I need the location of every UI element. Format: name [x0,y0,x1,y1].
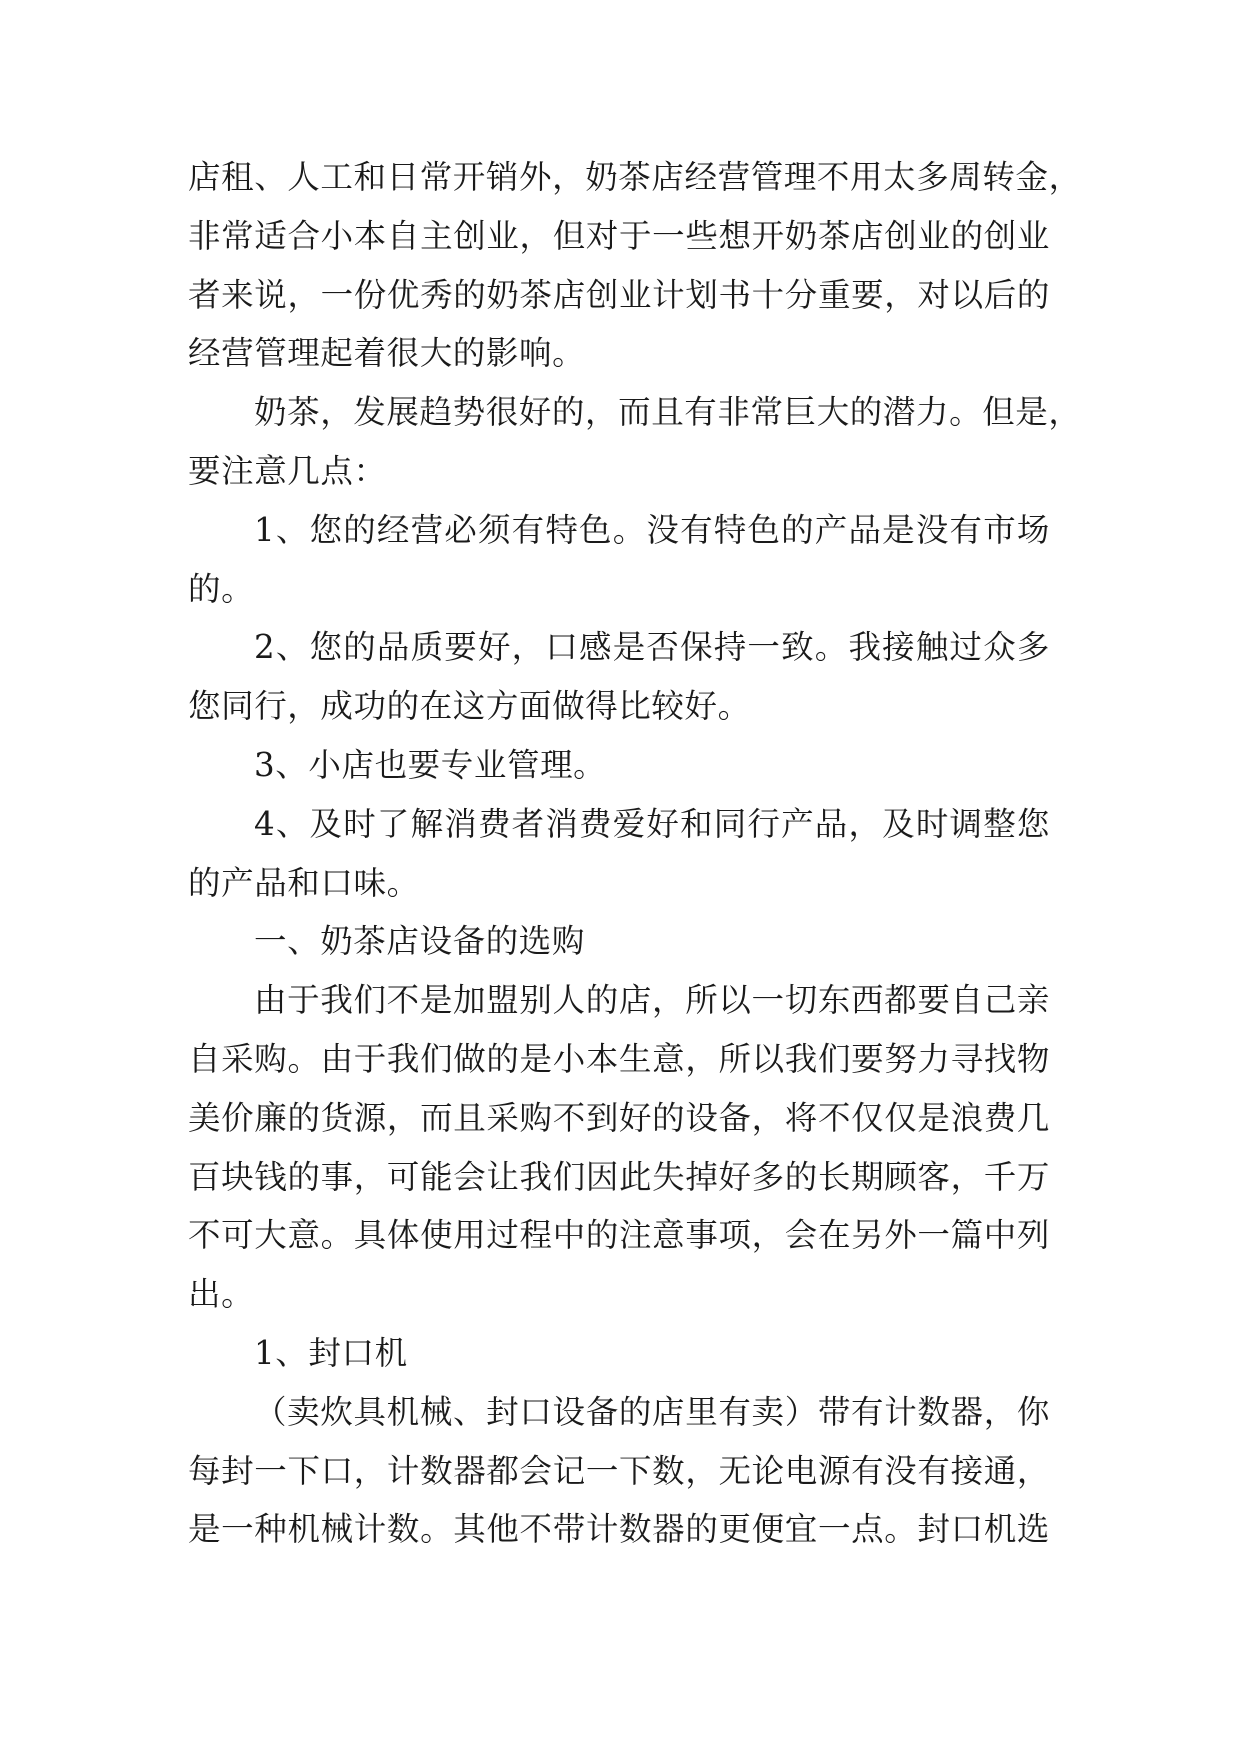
text-line: 要注意几点： [188,451,387,490]
text-line: 的产品和口味。 [188,863,420,902]
text-line: 的。 [188,569,255,608]
section-heading [188,912,1050,971]
text-line: 2、您的品质要好，口感是否保持一致。我接触过众多 [254,628,1050,667]
text-line: 出。 [188,1275,255,1314]
text-line: 由于我们不是加盟别人的店，所以一切东西都要自己亲 [254,981,1050,1020]
text-line: 奶茶，发展趋势很好的，而且有非常巨大的潜力。但是， [254,393,1082,432]
text-line: 每封一下口，计数器都会记一下数，无论电源有没有接通， [188,1451,1050,1490]
text-line: 1、封口机 [254,1333,408,1372]
text-line: 不可大意。具体使用过程中的注意事项，会在另外一篇中列 [188,1216,1050,1255]
list-item [188,618,1050,736]
text-line: 经营管理起着很大的影响。 [188,334,586,373]
list-item [188,736,1050,795]
paragraph [188,383,1082,501]
document-body [188,148,1082,1559]
paragraph [188,971,1050,1324]
text-line: 店租、人工和日常开销外，奶茶店经营管理不用太多周转金， [188,158,1082,196]
text-line: 1、您的经营必须有特色。没有特色的产品是没有市场 [254,510,1050,549]
paragraph [188,1383,1050,1559]
text-line: 是一种机械计数。其他不带计数器的更便宜一点。封口机选 [188,1510,1050,1549]
text-line: 百块钱的事，可能会让我们因此失掉好多的长期顾客，千万 [188,1157,1050,1196]
text-line: 您同行，成功的在这方面做得比较好。 [188,687,751,726]
text-line: （卖炊具机械、封口设备的店里有卖）带有计数器，你 [254,1392,1050,1431]
text-line: 美价廉的货源，而且采购不到好的设备，将不仅仅是浪费几 [188,1098,1050,1137]
text-line: 一、奶茶店设备的选购 [254,922,586,961]
text-line: 者来说，一份优秀的奶茶店创业计划书十分重要，对以后的 [188,275,1050,314]
subsection-heading [188,1324,1050,1383]
paragraph [188,148,1082,383]
text-line: 4、及时了解消费者消费爱好和同行产品，及时调整您 [254,804,1050,843]
list-item [188,501,1050,619]
text-line: 非常适合小本自主创业，但对于一些想开奶茶店创业的创业 [188,216,1050,255]
text-line: 自采购。由于我们做的是小本生意，所以我们要努力寻找物 [188,1039,1050,1078]
text-line: 3、小店也要专业管理。 [254,745,607,784]
list-item [188,795,1050,913]
